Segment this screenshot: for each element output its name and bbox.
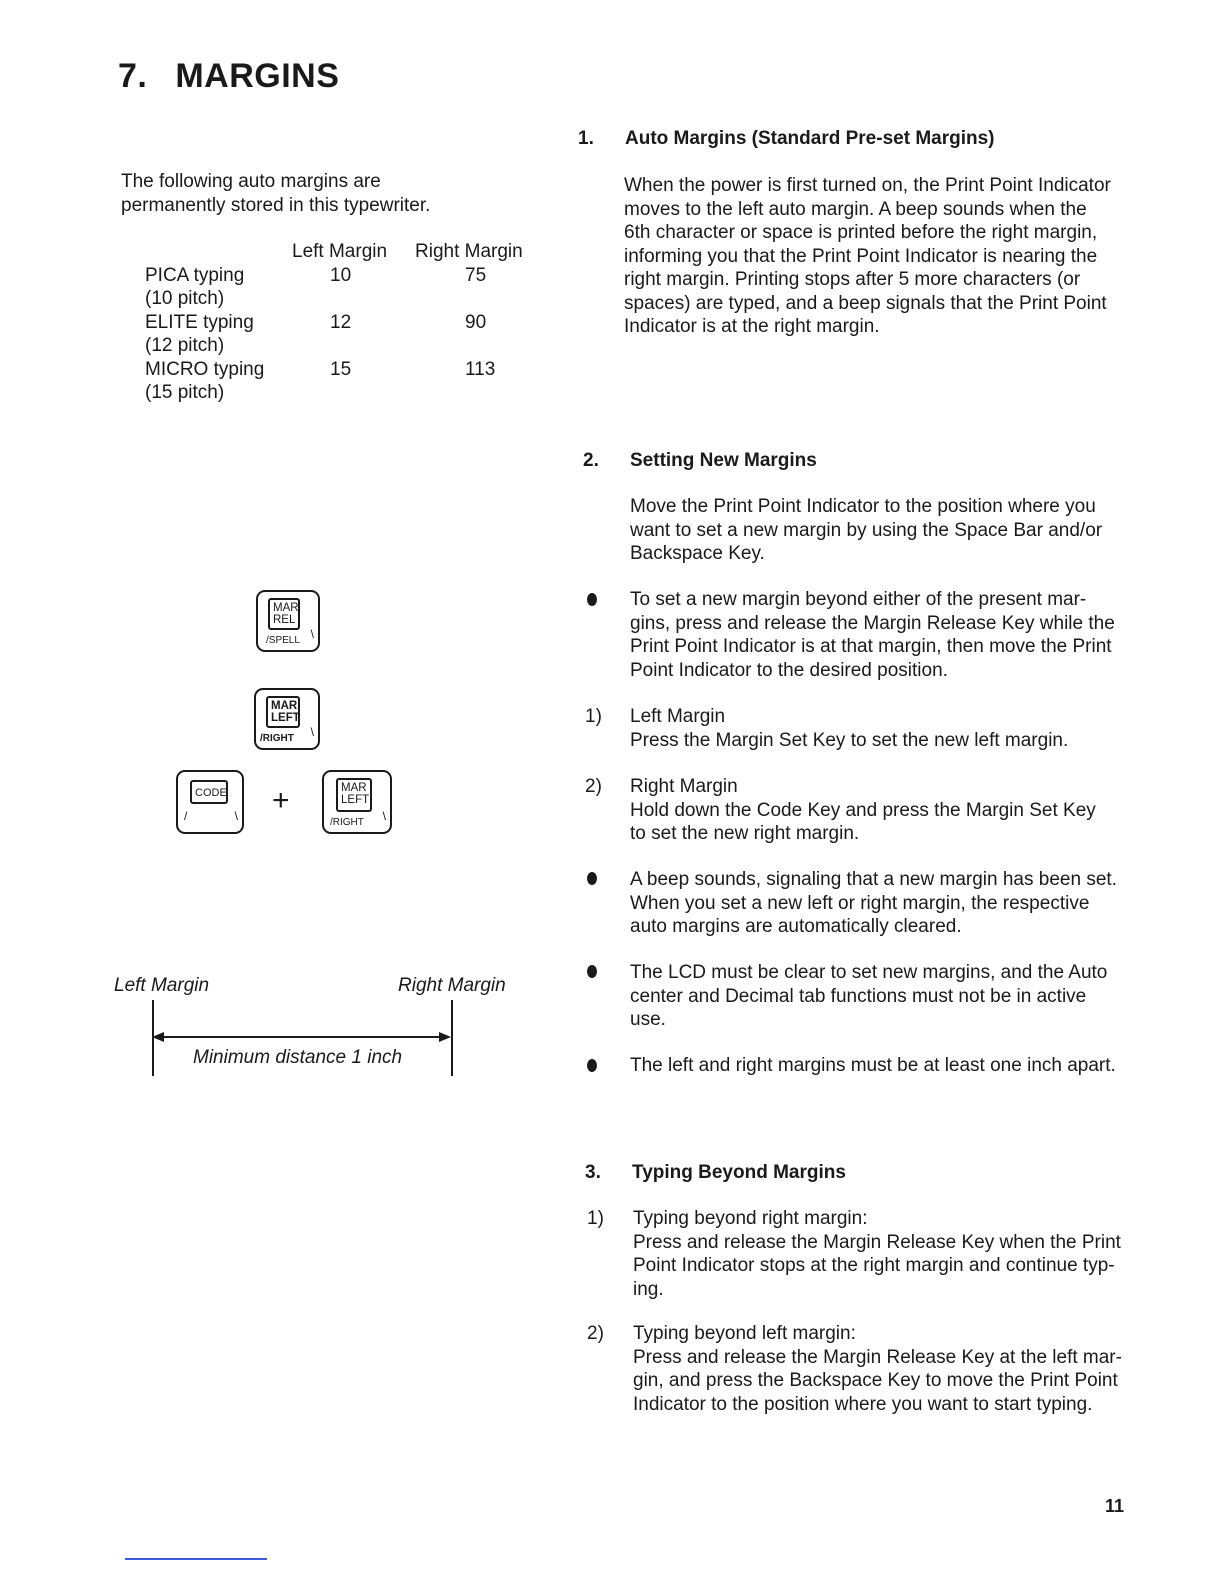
header-right-margin: Right Margin: [415, 241, 523, 262]
table-header: [145, 240, 545, 264]
header-left-margin: Left Margin: [292, 241, 388, 262]
key-label: MAR: [273, 602, 299, 614]
right-value: 90: [465, 311, 487, 333]
page-number: 11: [1104, 1496, 1124, 1516]
code-key-icon: [176, 770, 244, 834]
type-cell: MICRO typing: [145, 358, 265, 380]
text-line: want to set a new margin by using the Space Bar and/or: [630, 519, 1103, 541]
table-row: [145, 264, 545, 288]
text-line: Hold down the Code Key and press the Margin Set Key: [630, 799, 1096, 821]
diagram-left-label: Left Margin: [114, 975, 210, 996]
key-label: LEFT: [271, 712, 300, 724]
text-line: Point Indicator stops at the right margin and continue typ-: [633, 1255, 1115, 1276]
table-row: [145, 358, 545, 382]
section-2-heading: Setting New Margins: [630, 450, 817, 471]
title-text: MARGINS: [175, 57, 340, 95]
table-row: [145, 381, 545, 405]
text-line: Move the Print Point Indicator to the position where you: [630, 496, 1096, 517]
footer-rule: [125, 1558, 267, 1560]
section-1-heading: Auto Margins (Standard Pre-set Margins): [625, 128, 995, 149]
margin-release-key-icon: [256, 590, 320, 652]
key-sub-label: /RIGHT: [260, 733, 294, 744]
item-number: 1): [585, 706, 602, 727]
key-edge: \: [310, 724, 314, 739]
intro-line: permanently stored in this typewriter.: [121, 194, 431, 216]
text-line: When the power is first turned on, the Print Point Indicator: [624, 175, 1111, 196]
text-line: Press and release the Margin Release Key when the Print: [633, 1231, 1121, 1253]
pitch-cell: (15 pitch): [145, 382, 225, 403]
key-sub-label: /RIGHT: [330, 817, 364, 828]
text-line: Indicator to the position where you want to start typing.: [633, 1393, 1093, 1415]
left-margin-instructions: [630, 705, 1124, 752]
right-value: 75: [465, 264, 487, 286]
key-label: CODE: [195, 787, 227, 799]
text-line: Indicator is at the right margin.: [624, 316, 880, 337]
arrow-left-icon: [152, 1031, 166, 1043]
key-label: MAR: [271, 700, 298, 712]
pitch-cell: (10 pitch): [145, 288, 225, 309]
text-line: When you set a new left or right margin, the respective: [630, 892, 1090, 914]
right-value: 113: [465, 358, 496, 380]
section-number: 7.: [118, 57, 148, 95]
section-1-number: 1.: [578, 128, 594, 149]
page-title: [118, 56, 339, 96]
item-number: 2): [587, 1323, 604, 1344]
left-value: 10: [330, 264, 352, 286]
text-line: right margin. Printing stops after 5 more characters (or: [624, 269, 1081, 290]
bullet-icon: [587, 1059, 597, 1072]
text-line: informing you that the Print Point Indicator is nearing the: [624, 245, 1098, 267]
item-number: 2): [585, 776, 602, 797]
text-line: to set the new right margin.: [630, 823, 860, 844]
table-row: [145, 287, 545, 311]
bullet-icon: [587, 965, 597, 978]
plus-sign: +: [272, 784, 290, 817]
key-label: LEFT: [341, 794, 370, 806]
text-line: A beep sounds, signaling that a new margin has been set.: [630, 869, 1117, 890]
bullet-paragraph: [630, 588, 1124, 682]
text-line: Press the Margin Set Key to set the new left margin.: [630, 729, 1069, 751]
text-line: Right Margin: [630, 776, 738, 797]
text-line: Typing beyond left margin:: [633, 1323, 856, 1344]
text-line: The LCD must be clear to set new margins, and the Auto: [630, 962, 1108, 983]
margin-set-key-icon: [254, 688, 320, 750]
text-line: ing.: [633, 1278, 664, 1300]
section-3-number: 3.: [585, 1162, 601, 1183]
key-cap: [336, 778, 372, 812]
key-edge: \: [310, 626, 314, 641]
bullet-paragraph: [630, 1054, 1124, 1078]
margin-table: [145, 240, 545, 405]
table-row: [145, 334, 545, 358]
text-line: use.: [630, 1009, 666, 1030]
intro-paragraph: [121, 170, 481, 217]
key-edge: \: [382, 808, 386, 823]
key-sub-label: /SPELL: [266, 635, 300, 646]
text-line: 6th character or space is printed before the right margin,: [624, 222, 1098, 243]
diagram-caption: Minimum distance 1 inch: [193, 1047, 403, 1068]
bullet-paragraph: [630, 868, 1124, 939]
diagram-right-label: Right Margin: [398, 975, 506, 996]
margin-set-key-icon: [322, 770, 392, 834]
text-line: Backspace Key.: [630, 543, 765, 564]
key-edge: /: [184, 808, 188, 823]
key-cap: [268, 598, 300, 630]
bullet-icon: [587, 593, 597, 606]
text-line: auto margins are automatically cleared.: [630, 916, 962, 937]
right-margin-instructions: [630, 775, 1124, 846]
text-line: spaces) are typed, and a beep signals that the Print Point: [624, 292, 1107, 314]
text-line: Left Margin: [630, 706, 726, 727]
pitch-cell: (12 pitch): [145, 335, 225, 356]
text-line: Point Indicator to the desired position.: [630, 659, 948, 681]
intro-line: The following auto margins are: [121, 171, 381, 192]
bullet-paragraph: [630, 961, 1124, 1032]
key-label: MAR: [341, 782, 367, 794]
text-line: To set a new margin beyond either of the present mar-: [630, 589, 1087, 610]
bullet-icon: [587, 872, 597, 885]
text-line: The left and right margins must be at least one inch apart.: [630, 1055, 1116, 1076]
section-3-heading: Typing Beyond Margins: [632, 1162, 846, 1183]
section-2-intro: [630, 495, 1124, 566]
section-1-body: [624, 174, 1118, 339]
table-row: [145, 311, 545, 335]
beyond-right-instructions: [633, 1207, 1127, 1301]
section-2-number: 2.: [583, 450, 599, 471]
arrow-right-icon: [439, 1031, 453, 1043]
left-value: 12: [330, 311, 352, 333]
item-number: 1): [587, 1208, 604, 1229]
left-value: 15: [330, 358, 352, 380]
text-line: Print Point Indicator is at that margin, then move the Print: [630, 636, 1112, 657]
distance-arrow-line: [160, 1036, 445, 1038]
text-line: Press and release the Margin Release Key at the left mar-: [633, 1346, 1122, 1368]
key-edge: \: [234, 808, 238, 823]
beyond-left-instructions: [633, 1322, 1127, 1416]
text-line: gins, press and release the Margin Release Key while the: [630, 612, 1115, 634]
key-cap: [190, 780, 228, 804]
text-line: Typing beyond right margin:: [633, 1208, 868, 1229]
text-line: moves to the left auto margin. A beep sounds when the: [624, 198, 1087, 220]
type-cell: PICA typing: [145, 264, 245, 286]
key-cap: [266, 696, 300, 728]
text-line: center and Decimal tab functions must not be in active: [630, 985, 1087, 1007]
type-cell: ELITE typing: [145, 311, 254, 333]
text-line: gin, and press the Backspace Key to move the Print Point: [633, 1370, 1118, 1391]
key-label: REL: [273, 614, 296, 626]
